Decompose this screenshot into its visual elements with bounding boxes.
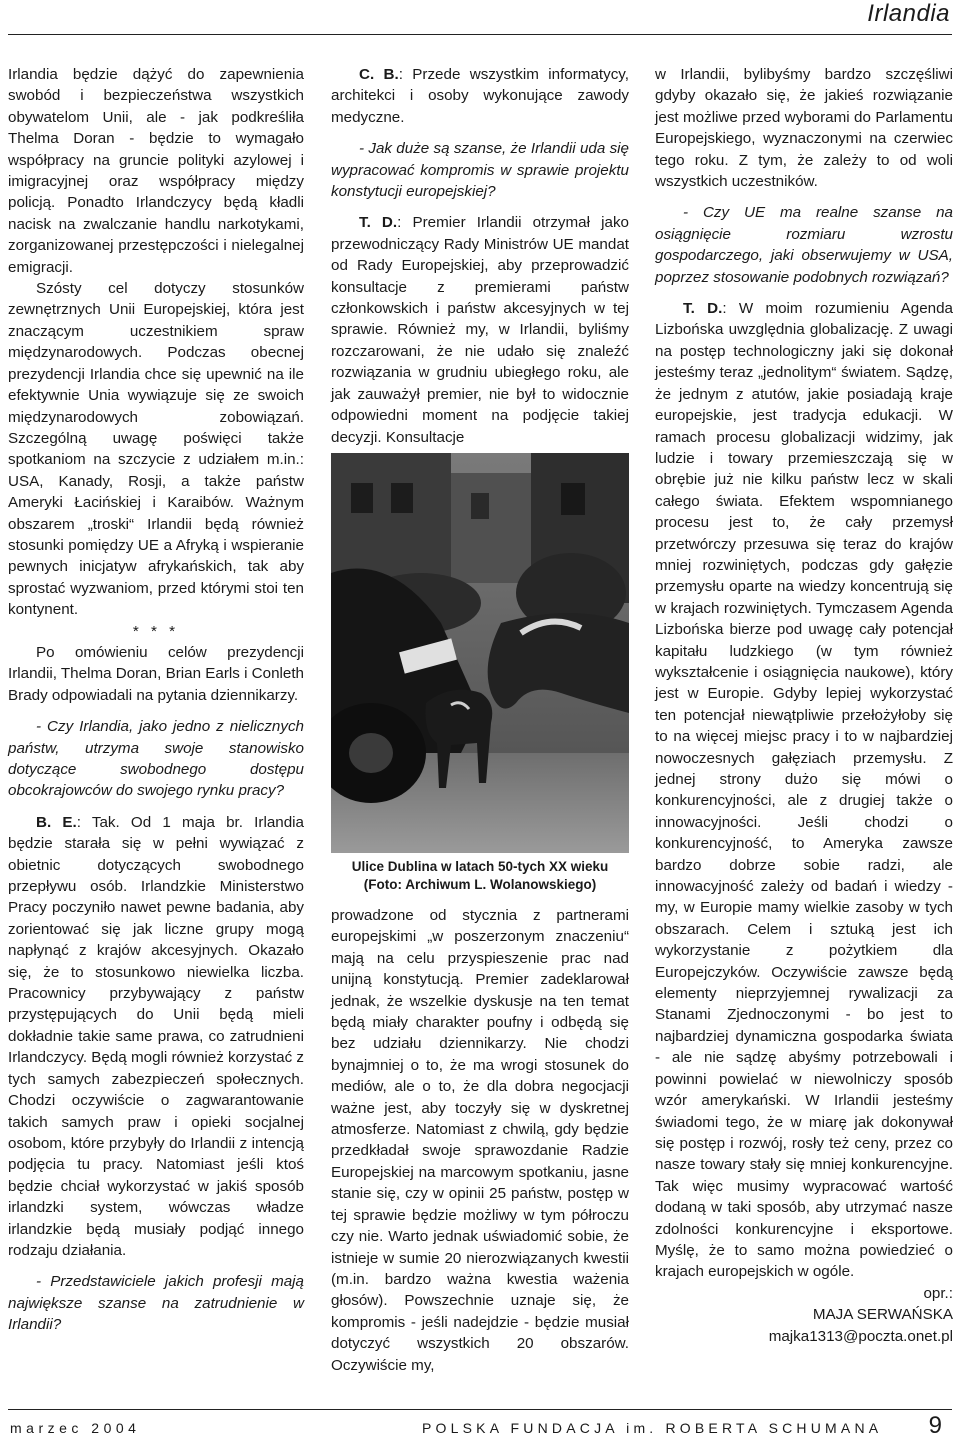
paragraph: Po omówieniu celów prezydencji Irlandii, Thelma Doran, Brian Earls i Conleth Brady odpowiadali na pytania dziennikarzy. (8, 643, 305, 704)
interview-question: - Czy Irlandia, jako jedno z nielicznych państw, utrzyma swoje stanowisko dotyczące swobodnego dostępu obcokrajowców do swojego rynku pracy? (8, 718, 304, 800)
author-email: majka1313@poczta.onet.pl (768, 1327, 953, 1345)
column-2-top (331, 64, 629, 448)
footer-rule (8, 1409, 952, 1410)
paragraph: prowadzone od stycznia z partnerami europejskimi „w poszerzonym znaczeniu“ mają na celu przyspieszenie prac nad unijną konstytucją. Premier zadeklarował jednak, że wszelkie dyskusje na ten temat będą miały charakter poufny i odbędą się bez udziału dziennikarzy. Nie chodzi bynajmniej o to, że ma wrogi stosunek do mediów, ale o to, że dla dobra negocjacji ważne jest, aby toczyły się w dyskretnej atmosferze. Natomiast z chwilą, gdy będzie przedkładał swoje sprawozdanie Radzie Europejskiej na marcowym spotkaniu, jasne stanie się, czy w opinii 25 państw, postęp w tej sprawie będzie możliwy w tym półroczu czy nie. Warto jednak uświadomić sobie, że istnieje w sumie 20 nierozwiązanych kwestii (m.in. bardzo ważna kwestia ważenia głosów). Powszechnie uznaje się, że kompromis - jeśli nadejdzie - będzie musiał dotyczyć wszystkich 20 obszarów. Oczywiście my, (331, 907, 629, 1374)
photo-caption: Ulice Dublina w latach 50-tych XX wieku (Foto: Archiwum L. Wolanowskiego) (351, 859, 609, 892)
paragraph: Irlandia będzie dążyć do zapewnienia swobód i bezpieczeństwa wszystkich obywatelom Unii, ale - jak podkreśliła Thelma Doran - będzie to wymagało współpracy na gruncie polityki azylowej i imigracyjnej oraz współpracy między policją. Ponadto Irlandczycy będą kładli nacisk na zwalczanie handlu narkotykami, zorganizowanej przestępczości i nielegalnej emigracji. (8, 66, 304, 276)
section-title: Irlandia (867, 0, 950, 27)
paragraph: w Irlandii, bylibyśmy bardzo szczęśliwi gdyby okazało się, że jakieś rozwiązanie jest możliwe przed wyborami do Parlamentu Europejskiego, wyznaczonymi na czerwiec tego roku. Z tym, że zależy to od woli wszystkich uczestników. (655, 66, 953, 191)
interview-question: - Jak duże są szanse, że Irlandii uda się wypracować kompromis w sprawie projektu konstytucji europejskiej? (331, 140, 629, 201)
interview-answer (8, 812, 304, 1262)
photo-illustration (331, 453, 629, 853)
answer-text: : Przede wszystkim informatycy, architekci i osoby wykonujące zawody medyczne. (331, 66, 629, 126)
signature-label: opr.: (923, 1284, 953, 1302)
speaker-initials: B. E. (36, 813, 77, 831)
interview-answer (655, 298, 953, 1283)
street-photo (331, 453, 629, 853)
column-1 (8, 64, 304, 1336)
author-name: MAJA SERWAŃSKA (812, 1306, 953, 1324)
publisher-name: POLSKA FUNDACJA im. ROBERTA SCHUMANA (422, 1420, 883, 1436)
page-header (0, 0, 960, 36)
answer-text: : Premier Irlandii otrzymał jako przewodniczący Rady Ministrów UE mandat od Rady Europejskiej, aby przeprowadzić konsultacje z premierami państw członkowskich i państw akcesyjnych w tej sprawie. Również my, w Irlandii, byliśmy rozczarowani, że nie udało się znaleźć rozwiązania w grudniu ubiegłego roku, ale jak zauważył premier, nie był to widocznie odpowiedni moment na podjęcie takiej decyzji. Konsultacje (331, 214, 629, 446)
answer-text: : W moim rozumieniu Agenda Lizbońska uwzględnia globalizację. Z uwagi na postęp technologiczny jaki się dokonał jesteśmy teraz „jednolitym“ światem. Sądzę, że jednym z atutów, jakie posiadają kraje europejskie, jest tradycja edukacji. W ramach procesu globalizacji widzimy, jak ludzie i towary przemieszczają się w obrębie już nie kilku państw lecz w skali całego świata. Efektem wspomnianego procesu jest to, że cały przemysł przetwórczy przesuwa się teraz do krajów mniej rozwiniętych, podczas gdy gałęzie przemysłu oparte na wiedzy koncentrują się w krajach rozwiniętych. Tymczasem Agenda Lizbońska bierze pod uwagę cały potencjał kapitału ludzkiego (w tym również wykształcenie i osiągnięcia naukowe), który jest w Europie. Gdyby lepiej wykorzystać ten potencjał niewątpliwie przełożyłoby się to na więcej miejsc pracy i to w najbardziej nowoczesnych gałęziach przemysłu. Z jednej strony dużo się mówi o konkurencyjności, ale z drugiej także o innowacyjności. Jeśli chodzi o konkurencyjność, to Ameryka zawsze bardzo dobrze sobie radzi, ale innowacyjność zależy od badań i wiedzy - my, w Europie mamy wielkie zasoby w tych obszarach. Celem i sztuką jest ich wykorzystanie z pożytkiem dla Europejczyków. Oczywiście zawsze będą elementy nieprzyjemnej rywalizacji za Stanami Zjednoczonymi - bo jest to najbardziej dynamiczna gospodarka świata - ale nie sądzę abyśmy potrzebowali i powinni powielać w niewolniczy sposób wzór amerykański. W Irlandii jesteśmy świadomi tego, że w miarę jak dokonywał się postęp i rozwój, rosły też ceny, przez co nasze towary stały się mniej konkurencyjne. Tak więc musimy wypracować wartość dodaną w taki sposób, aby utrzymać nasze zdolności konkurencyjne i eksportowe. Myślę, że to samo można powiedzieć o krajach europejskich w ogóle. (655, 300, 953, 1281)
interview-answer (331, 212, 629, 447)
speaker-initials: T. D. (359, 214, 398, 232)
speaker-initials: T. D. (683, 300, 723, 318)
interview-question: - Czy UE ma realne szanse na osiągnięcie rozmiaru wzrostu gospodarczego, jaki obserwujemy w USA, poprzez stosowanie podobnych rozwiązań? (655, 204, 953, 286)
page-number: 9 (928, 1412, 942, 1439)
section-separator: * * * (132, 622, 180, 640)
column-3 (655, 64, 953, 1347)
interview-answer (331, 64, 629, 128)
paragraph: Szósty cel dotyczy stosunków zewnętrznych Unii Europejskiej, która jest znaczącym uczestnikiem spraw międzynarodowych. Podczas obecnej prezydencji Irlandia chce się upewnić na ile efektywnie Unia wywiązuje się ze swoich międzynarodowych zobowiązań. Szczególną uwagę poświęci także spotkaniom na szczycie z udziałem m.in.: USA, Kanady, Rosji, a także państw Ameryki Łacińskiej i Karaibów. Ważnym obszarem „troski“ Irlandii będą również stosunki pomiędzy UE a Afryką i wspieranie pewnych inicjatyw afrykańskich, tak aby sprostać wyzwaniom, przed którymi stoi ten kontynent. (8, 280, 304, 619)
answer-text: : Tak. Od 1 maja br. Irlandia będzie starała się w pełni wywiązać z obietnic dotyczących swobodnego przepływu osób. Irlandzkie Ministerstwo Pracy poczyniło nawet pewne badania, aby zorientować się jak liczne grupy mogą napłynąć z krajów akcesyjnych. Okazało się, że to stosunkowo niewielka liczba. Pracownicy przybywający z państw przystępujących do Unii będą mieli dokładnie takie same prawa, co zatrudnieni Irlandczycy. Będą mogli również korzystać z tych samych zabezpieczeń społecznych. Chodzi oczywiście o zagwarantowanie takich samych praw i opieki socjalnej osobom, które przybyły do Irlandii z intencją podjęcia tu pracy. Natomiast jeśli ktoś będzie chciał wykorzystać w jakiś sposób irlandzki system, wówczas władze irlandzkie będą musiały podjąć innego rodzaju działania. (8, 813, 304, 1259)
interview-question: - Przedstawiciele jakich profesji mają największe szanse na zatrudnienie w Irlandii? (8, 1273, 304, 1334)
header-rule (8, 34, 952, 35)
speaker-initials: C. B. (359, 66, 399, 83)
issue-date: marzec 2004 (10, 1420, 141, 1436)
column-2-bottom (331, 905, 629, 1376)
